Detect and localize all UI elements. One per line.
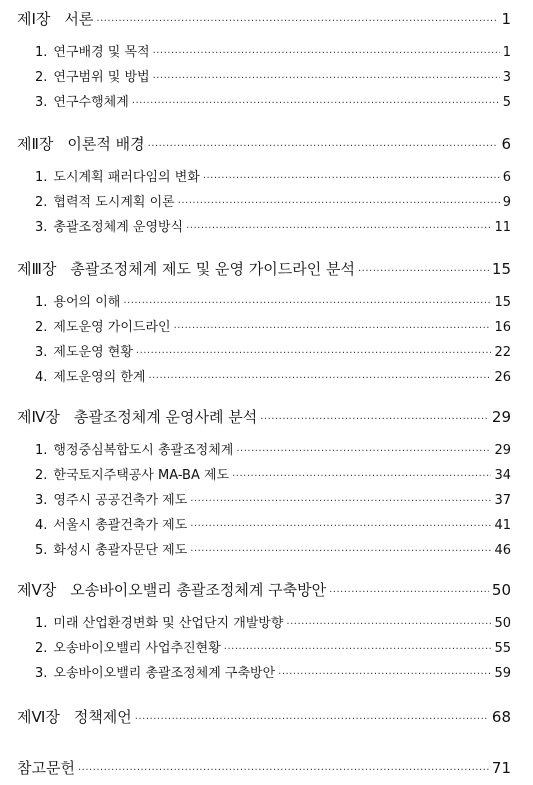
dot-leader [232,471,491,482]
toc-section-entry[interactable] [35,341,511,360]
page-number: 6 [501,135,511,153]
page-number: 1 [502,45,511,60]
section-heading [35,612,283,631]
chapter-heading [17,133,145,154]
chapter-number: 제Ⅱ장 [17,135,54,153]
section-title: 행정중심복합도시 총괄조정체계 [53,443,234,458]
section-heading [35,439,233,458]
section-number: 3. [35,220,48,235]
toc-section-entry[interactable] [35,464,511,483]
dot-leader [190,546,491,557]
dot-leader [329,587,489,598]
page-number: 3 [502,70,511,85]
dot-leader [260,414,489,425]
toc-section-entry[interactable] [35,514,511,533]
chapter-heading [17,8,93,29]
dot-leader [153,48,500,59]
dot-leader [236,446,491,457]
section-title: 도시계획 패러다임의 변화 [53,170,200,185]
section-number: 3. [35,345,48,360]
section-heading [35,191,175,210]
dot-leader [132,98,500,109]
chapter-title: 이론적 배경 [67,135,145,153]
page-number: 1 [501,10,511,28]
section-title: 제도운영 가이드라인 [53,320,171,335]
section-title: 미래 산업환경변화 및 산업단지 개발방향 [53,616,284,631]
chapter-number: 제Ⅵ장 [17,708,60,726]
toc-section-entry[interactable] [35,91,511,110]
page-number: 9 [502,195,511,210]
chapter-heading [17,406,257,427]
dot-leader [96,16,498,27]
section-title: 협력적 도시계획 이론 [53,195,175,210]
chapter-heading [17,258,355,279]
toc-section-entry[interactable] [35,439,511,458]
page-number: 16 [494,320,511,335]
section-number: 1. [35,295,48,310]
section-number: 1. [35,616,48,631]
section-number: 2. [35,641,48,656]
page-number: 29 [494,443,511,458]
section-heading [35,166,200,185]
chapter-heading [17,706,132,727]
toc-section-entry[interactable] [35,489,511,508]
toc-section-entry[interactable] [35,216,511,235]
section-number: 1. [35,45,48,60]
dot-leader [224,644,492,655]
page-number: 15 [491,260,511,278]
page-number: 50 [491,581,511,599]
toc-chapter-entry[interactable] [17,706,511,727]
section-heading [35,366,145,385]
section-title: 연구배경 및 목적 [53,45,150,60]
toc-section-entry[interactable] [35,366,511,385]
dot-leader [203,173,500,184]
toc-section-entry[interactable] [35,612,511,631]
section-number: 5. [35,543,48,558]
toc-chapter-entry[interactable] [17,133,511,154]
page-number: 5 [502,95,511,110]
toc-section-entry[interactable] [35,539,511,558]
page-number: 15 [494,295,511,310]
section-number: 4. [35,370,48,385]
toc-section-entry[interactable] [35,662,511,681]
chapter-number: 제Ⅰ장 [17,10,51,28]
section-title: 오송바이오밸리 총괄조정체계 구축방안 [53,666,276,681]
toc-section-entry[interactable] [35,66,511,85]
page-number: 6 [502,170,511,185]
toc-section-entry[interactable] [35,191,511,210]
dot-leader [123,298,491,309]
dot-leader [148,141,499,152]
toc-chapter-entry[interactable] [17,258,511,279]
chapter-heading [17,579,326,600]
section-heading [35,341,133,360]
dot-leader [278,669,491,680]
section-title: 용어의 이해 [53,295,121,310]
section-title: 제도운영 현황 [53,345,133,360]
section-title: 연구범위 및 방법 [53,70,150,85]
dot-leader [135,714,489,725]
section-heading [35,316,171,335]
references-title: 참고문헌 [17,759,75,777]
chapter-title: 총괄조정체계 운영사례 분석 [73,408,258,426]
section-number: 2. [35,70,48,85]
section-heading [35,662,275,681]
section-number: 2. [35,320,48,335]
toc-section-entry[interactable] [35,291,511,310]
page-number: 29 [491,408,511,426]
section-heading [35,637,221,656]
section-heading [35,464,229,483]
dot-leader [186,223,491,234]
chapter-title: 오송바이오밸리 총괄조정체계 구축방안 [70,581,327,599]
dot-leader [190,521,491,532]
section-number: 3. [35,493,48,508]
dot-leader [148,373,491,384]
section-title: 한국토지주택공사 MA-BA 제도 [53,468,230,483]
chapter-title: 정책제언 [73,708,132,726]
dot-leader [153,73,500,84]
section-title: 영주시 공공건축가 제도 [53,493,188,508]
page-number: 26 [494,370,511,385]
section-heading [35,91,129,110]
section-number: 3. [35,95,48,110]
page-number: 37 [494,493,511,508]
page-number: 22 [494,345,511,360]
chapter-title: 서론 [64,10,94,28]
toc-references-entry[interactable] [17,757,511,778]
section-heading [35,489,187,508]
toc-section-entry[interactable] [35,41,511,60]
dot-leader [136,348,492,359]
section-title: 연구수행체계 [53,95,129,110]
section-title: 오송바이오밸리 사업추진현황 [53,641,221,656]
dot-leader [78,765,489,776]
section-heading [35,41,150,60]
page-number: 68 [491,708,511,726]
page-number: 59 [494,666,511,681]
dot-leader [358,266,489,277]
section-number: 2. [35,195,48,210]
section-heading [35,539,187,558]
section-number: 2. [35,468,48,483]
section-number: 3. [35,666,48,681]
section-title: 총괄조정체계 운영방식 [53,220,184,235]
dot-leader [190,496,491,507]
dot-leader [178,198,500,209]
dot-leader [286,619,491,630]
page-number: 11 [494,220,511,235]
page-number: 46 [494,543,511,558]
section-number: 4. [35,518,48,533]
dot-leader [174,323,492,334]
page-number: 41 [494,518,511,533]
section-heading [35,66,150,85]
page-number: 34 [494,468,511,483]
page-number: 55 [494,641,511,656]
section-title: 화성시 총괄자문단 제도 [53,543,188,558]
section-heading [35,514,187,533]
chapter-number: 제Ⅲ장 [17,260,57,278]
page-number: 71 [491,759,511,777]
chapter-title: 총괄조정체계 제도 및 운영 가이드라인 분석 [70,260,355,278]
section-title: 서울시 총괄건축가 제도 [53,518,188,533]
toc-section-entry[interactable] [35,166,511,185]
toc-chapter-entry[interactable] [17,579,511,600]
section-title: 제도운영의 한계 [53,370,146,385]
toc-section-entry[interactable] [35,316,511,335]
toc-chapter-entry[interactable] [17,406,511,427]
chapter-number: 제Ⅴ장 [17,581,57,599]
toc-chapter-entry[interactable] [17,8,511,29]
section-number: 1. [35,170,48,185]
page-number: 50 [494,616,511,631]
chapter-number: 제Ⅳ장 [17,408,60,426]
section-heading [35,216,183,235]
section-number: 1. [35,443,48,458]
toc-section-entry[interactable] [35,637,511,656]
section-heading [35,291,120,310]
